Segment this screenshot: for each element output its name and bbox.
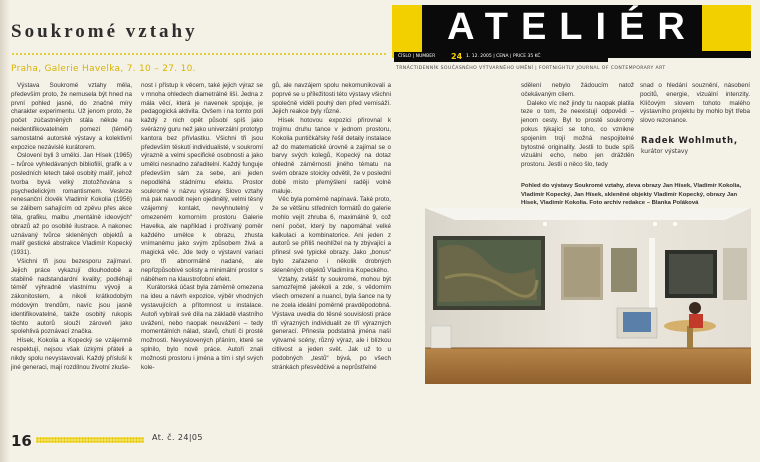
gallery-photo	[425, 208, 751, 384]
paragraph: Vztahy, zvlášť ty soukromé, mohou být samozřejmě jakékoli a zde, s vědomím všech omezení a nuancí, byla šance na ty ne zcela ideální poměrně pravděpodobná. Výstava uvedla do těsné souvislosti práce tří výrazných individualit ze tří výrazných generací. Přinesla podstatná jména naší výtvarné scény, různý výraz, ale i blízkou citlivost a jeden svět. Jak už to u podobných „testů“ bývá, po všech stránkách přesvědčivé a neprůstřelné	[272, 275, 391, 371]
photo-caption: Pohled do výstavy Soukromé vztahy, zleva obrazy Jan Hísek, Vladimír Kokolia, Vladimír Kopecký, Jan Hísek, skleněné objekty Vladimír Kopecký, obrazy Jan Hísek, Vladimír Kokolia. Foto archiv redakce – Blanka Poláková	[521, 183, 742, 206]
text-column-3	[272, 82, 391, 372]
paragraph: Hísek hotovou expozici přirovnal k trojímu druhu tance v jednom prostoru, Kokolia puntičkářsky řešil detaily instalace až do matematické úrovně a zajímal se o barvy svých kolegů, Kopecký na dotaz ohledně záměrnosti jiného tématu na svém obraze stoicky odvětil, že v poslední době místo přemýšlení raději volně maluje.	[272, 117, 391, 195]
text-column-2	[141, 82, 263, 372]
dotted-rule	[11, 53, 386, 55]
article-location: Praha, Galerie Havelka, 7. 10 – 27. 10.	[11, 64, 196, 74]
text-column-1	[11, 82, 132, 372]
page-number: 16	[11, 432, 32, 450]
issue-number: 24	[451, 52, 463, 61]
gallery-photo-illustration	[425, 208, 751, 384]
paragraph: Oslovení byli 3 umělci. Jan Hísek (1965) – tvůrce vyhledávaných bibliofilií, grafik a v posledních letech také osobitý malíř, jehož tvorba byvá velký ztotožňována s psychedelickým romantismem. Veskrze renesanční člověk Vladimír Kokolia (1956) se zálibem sahajícím od zpěvu přes akce těla, grafiku, malbu „mentálně ideových“ obrazů až po osobité ilustrace. A nakonec uznávaný tvůrce skleněných objektů a malíř gestické abstrakce Vladimír Kopecký (1931).	[11, 152, 132, 257]
author-name: Radek Wohlmuth,	[641, 136, 738, 146]
paragraph: nost i přístup k věcem, také jejich výraz se v mnoha ohledech diametrálně liší. Jedna z mála věcí, která je navenek spojuje, je pedagogická aktivita. Ovšem i na tomto poli každý z nich opět působí spíš jako svérázný guru než jako univerzální prototyp kantora bez přívlastku. Všichni tři jsou především těskutí individualisté, v soukromí výrazně a velmi specifické osobnosti a jako umělci nesnadno zařaditelní. Každý funguje především sám za sebe, ani jeden nepodléhá stádnímu efektu. Prostor soukromé v názvu výstavy. Slovo vztahy má pak navodit nejen ojedinělý, velmi těsný vzájemný kontakt, nevyhnutelný v omezeném komorním prostoru Galerie Havelka, ale například i prožívaný poměr každého umělce k obrazu, zhusta vnímanému jako svým způsobem živá a magická věc. Jde tedy o výstavní variaci pro tři abnormálně nadané, ale nepřizpůsobivé solisty a minimální prostor s náběhem na klaustrofobní efekt.	[141, 82, 263, 283]
paragraph: Všichni tři jsou bezesporu zajímaví. Jejich práce vykazují dlouhodobě a stabilně nadstandardní kvality; podléhají téměř výhradně vlastnímu vývoji a zákonitostem, a nikoli krátkodobým módovým trendům, navíc jsou jasně identifikovatelné, takže osobitý rukopis těchto autorů slouží zároveň jako spolehlivá poznávací značka.	[11, 257, 132, 336]
author-role: kurátor výstavy	[641, 148, 688, 155]
masthead-brand: ATELIÉR	[447, 6, 698, 48]
issue-label: ČÍSLO | NUMBER	[398, 54, 436, 59]
masthead-tagline: TRNÁCTIDENNÍK SOUČASNÉHO VÝTVARNÉHO UMĚNÍ | FORTNIGHTLY JOURNAL OF CONTEMPORARY ART	[396, 66, 666, 71]
article-title: Soukromé vztahy	[11, 21, 198, 42]
paragraph: Hísek, Kokolia a Kopecký se vzájemně respektují, nejsou však úzkými přáteli a nikdy spolu nevystavovali. Každý přísluší k jiné generaci, mají rozdílnou životní zkuše-	[11, 337, 132, 371]
paragraph: Výstava Soukromé vztahy měla, především proto, že nemusela být hned na první pohled jasné, do značné míry charakter experimentu. Už jenom proto, že počet zúčastněných stála někde na neidentifikovatelném pomezí (téměř) samostatné autorské výstavy a kolektivní expozice nezávislé kurátorem.	[11, 82, 132, 151]
masthead	[394, 5, 751, 58]
folio: At. č. 24|05	[152, 433, 203, 442]
paragraph: gů, ale navzájem spolu nekomunikovali a poprvé se u příležitosti této výstavy všichni společně viděli pouhý den před vernisáží. Jejich reakce byly různé.	[272, 82, 391, 116]
paragraph: Věc byla poměrně napínavá. Také proto, že se většinu středních formátů do galerie mohlo vejít zhruba 6, maximálně 9, což není počet, který by napomáhal velké kalkulaci a kombinatorice. Ani jeden z autorů se příliš neohlížel na ty zbývající a přinesl své typické obrazy. Jako „bonus“ bylo zařazeno i několik drobných skleněných objektů Vladimíra Kopeckého.	[272, 196, 391, 274]
footer-dotted-bar	[36, 437, 144, 443]
paragraph: Daleko víc než jindy tu naopak platila teze o tom, že neexistují odpovědi – jenom cesty. Byl to prostě soukromý pokus týkající se toho, co vznikne spojením trojí možná nespojitelné bytostné originality. Jestli to bude spíš vizuální echo, nebo jen drážděn prostoru. Jestli o něco šlo, tedy	[521, 99, 634, 169]
text-column-4	[521, 82, 634, 170]
gutter-shadow	[0, 0, 10, 462]
paragraph: sdělení nebylo žádoucím natož očekávaným cílem.	[521, 82, 634, 98]
paragraph: Kurátorská účast byla záměrně omezena na ideu a návrh expozice, výběr vhodných vystavujících a přítomnost u instalace. Autoři vybírali své díla na základě vlastního uvážení, nebo naopak neuvážení – tedy momentálních nálad, stavů, chutí či prosté možnosti. Nevyslovených přáním, které se splnilo, bylo nově práce. Autoři znali možnosti prostoru i jména a tím i styl svých kole-	[141, 284, 263, 371]
issue-date-price: 1. 12. 2005 | CENA | PRICE 35 KČ	[466, 54, 541, 59]
text-column-5	[640, 82, 750, 126]
paragraph: snad o hledání souznění, násobení pocitů, energie, vizuální intenzity. Klíčovým slovem tohoto malého výstavního projektu by mohlo být třeba slovo rezonance.	[640, 82, 750, 125]
masthead-accent-right	[702, 5, 751, 51]
masthead-accent-left	[392, 5, 422, 58]
